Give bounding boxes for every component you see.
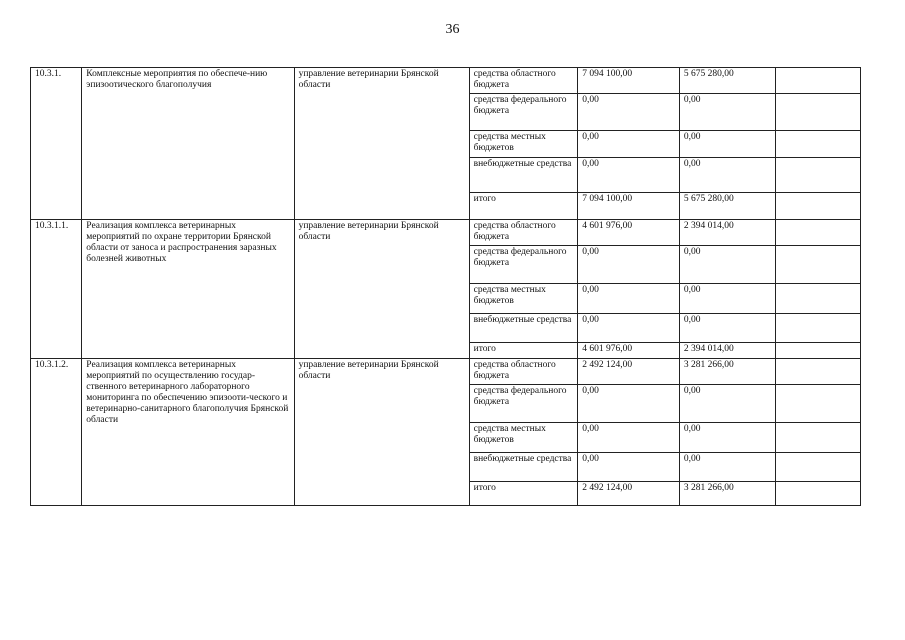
funding-source: средства федерального бюджета xyxy=(469,94,578,131)
empty-cell xyxy=(776,246,861,284)
value-year-1: 0,00 xyxy=(578,284,680,314)
empty-cell xyxy=(776,453,861,482)
value-year-2: 2 394 014,00 xyxy=(679,343,776,359)
table-row xyxy=(31,359,861,385)
funding-source: средства областного бюджета xyxy=(469,359,578,385)
funding-source: итого xyxy=(469,193,578,220)
value-year-2: 0,00 xyxy=(679,423,776,453)
funding-source: средства федерального бюджета xyxy=(469,246,578,284)
value-year-1: 0,00 xyxy=(578,385,680,423)
funding-source: внебюджетные средства xyxy=(469,453,578,482)
section-name: Реализация комплекса ветеринарных мероприятий по осуществлению государ-ственного ветеринарного лабораторного мониторинга по обеспечению эпизооти-ческого и ветеринарно-санитарного благополучия Брянской области xyxy=(82,359,294,506)
section-code: 10.3.1.1. xyxy=(31,220,82,359)
funding-source: средства местных бюджетов xyxy=(469,284,578,314)
funding-source: итого xyxy=(469,482,578,506)
funding-source: средства федерального бюджета xyxy=(469,385,578,423)
empty-cell xyxy=(776,68,861,94)
funding-source: внебюджетные средства xyxy=(469,314,578,343)
value-year-1: 0,00 xyxy=(578,314,680,343)
section-name: Реализация комплекса ветеринарных мероприятий по охране территории Брянской области от заноса и распространения заразных болезней животных xyxy=(82,220,294,359)
value-year-2: 0,00 xyxy=(679,131,776,158)
value-year-1: 0,00 xyxy=(578,246,680,284)
section-name: Комплексные мероприятия по обеспече-нию эпизоотического благополучия xyxy=(82,68,294,220)
budget-table xyxy=(30,67,861,506)
value-year-2: 0,00 xyxy=(679,314,776,343)
value-year-1: 7 094 100,00 xyxy=(578,68,680,94)
value-year-1: 0,00 xyxy=(578,94,680,131)
section-code: 10.3.1. xyxy=(31,68,82,220)
value-year-1: 4 601 976,00 xyxy=(578,220,680,246)
value-year-1: 0,00 xyxy=(578,131,680,158)
value-year-2: 0,00 xyxy=(679,246,776,284)
table-row xyxy=(31,220,861,246)
value-year-2: 0,00 xyxy=(679,94,776,131)
empty-cell xyxy=(776,131,861,158)
empty-cell xyxy=(776,385,861,423)
section-executor: управление ветеринарии Брянской области xyxy=(294,68,469,220)
empty-cell xyxy=(776,314,861,343)
value-year-2: 5 675 280,00 xyxy=(679,193,776,220)
value-year-2: 5 675 280,00 xyxy=(679,68,776,94)
empty-cell xyxy=(776,482,861,506)
value-year-1: 0,00 xyxy=(578,453,680,482)
value-year-2: 3 281 266,00 xyxy=(679,359,776,385)
empty-cell xyxy=(776,343,861,359)
value-year-2: 0,00 xyxy=(679,158,776,193)
empty-cell xyxy=(776,193,861,220)
value-year-1: 0,00 xyxy=(578,423,680,453)
value-year-2: 0,00 xyxy=(679,284,776,314)
funding-source: средства областного бюджета xyxy=(469,220,578,246)
funding-source: итого xyxy=(469,343,578,359)
section-code: 10.3.1.2. xyxy=(31,359,82,506)
empty-cell xyxy=(776,158,861,193)
value-year-2: 0,00 xyxy=(679,453,776,482)
empty-cell xyxy=(776,220,861,246)
funding-source: средства местных бюджетов xyxy=(469,131,578,158)
value-year-1: 2 492 124,00 xyxy=(578,482,680,506)
value-year-1: 7 094 100,00 xyxy=(578,193,680,220)
value-year-1: 0,00 xyxy=(578,158,680,193)
value-year-2: 3 281 266,00 xyxy=(679,482,776,506)
empty-cell xyxy=(776,94,861,131)
value-year-1: 2 492 124,00 xyxy=(578,359,680,385)
value-year-2: 2 394 014,00 xyxy=(679,220,776,246)
section-executor: управление ветеринарии Брянской области xyxy=(294,359,469,506)
value-year-1: 4 601 976,00 xyxy=(578,343,680,359)
empty-cell xyxy=(776,359,861,385)
page-number: 36 xyxy=(445,22,460,37)
funding-source: средства местных бюджетов xyxy=(469,423,578,453)
table-row xyxy=(31,68,861,94)
section-executor: управление ветеринарии Брянской области xyxy=(294,220,469,359)
value-year-2: 0,00 xyxy=(679,385,776,423)
funding-source: средства областного бюджета xyxy=(469,68,578,94)
empty-cell xyxy=(776,423,861,453)
funding-source: внебюджетные средства xyxy=(469,158,578,193)
empty-cell xyxy=(776,284,861,314)
